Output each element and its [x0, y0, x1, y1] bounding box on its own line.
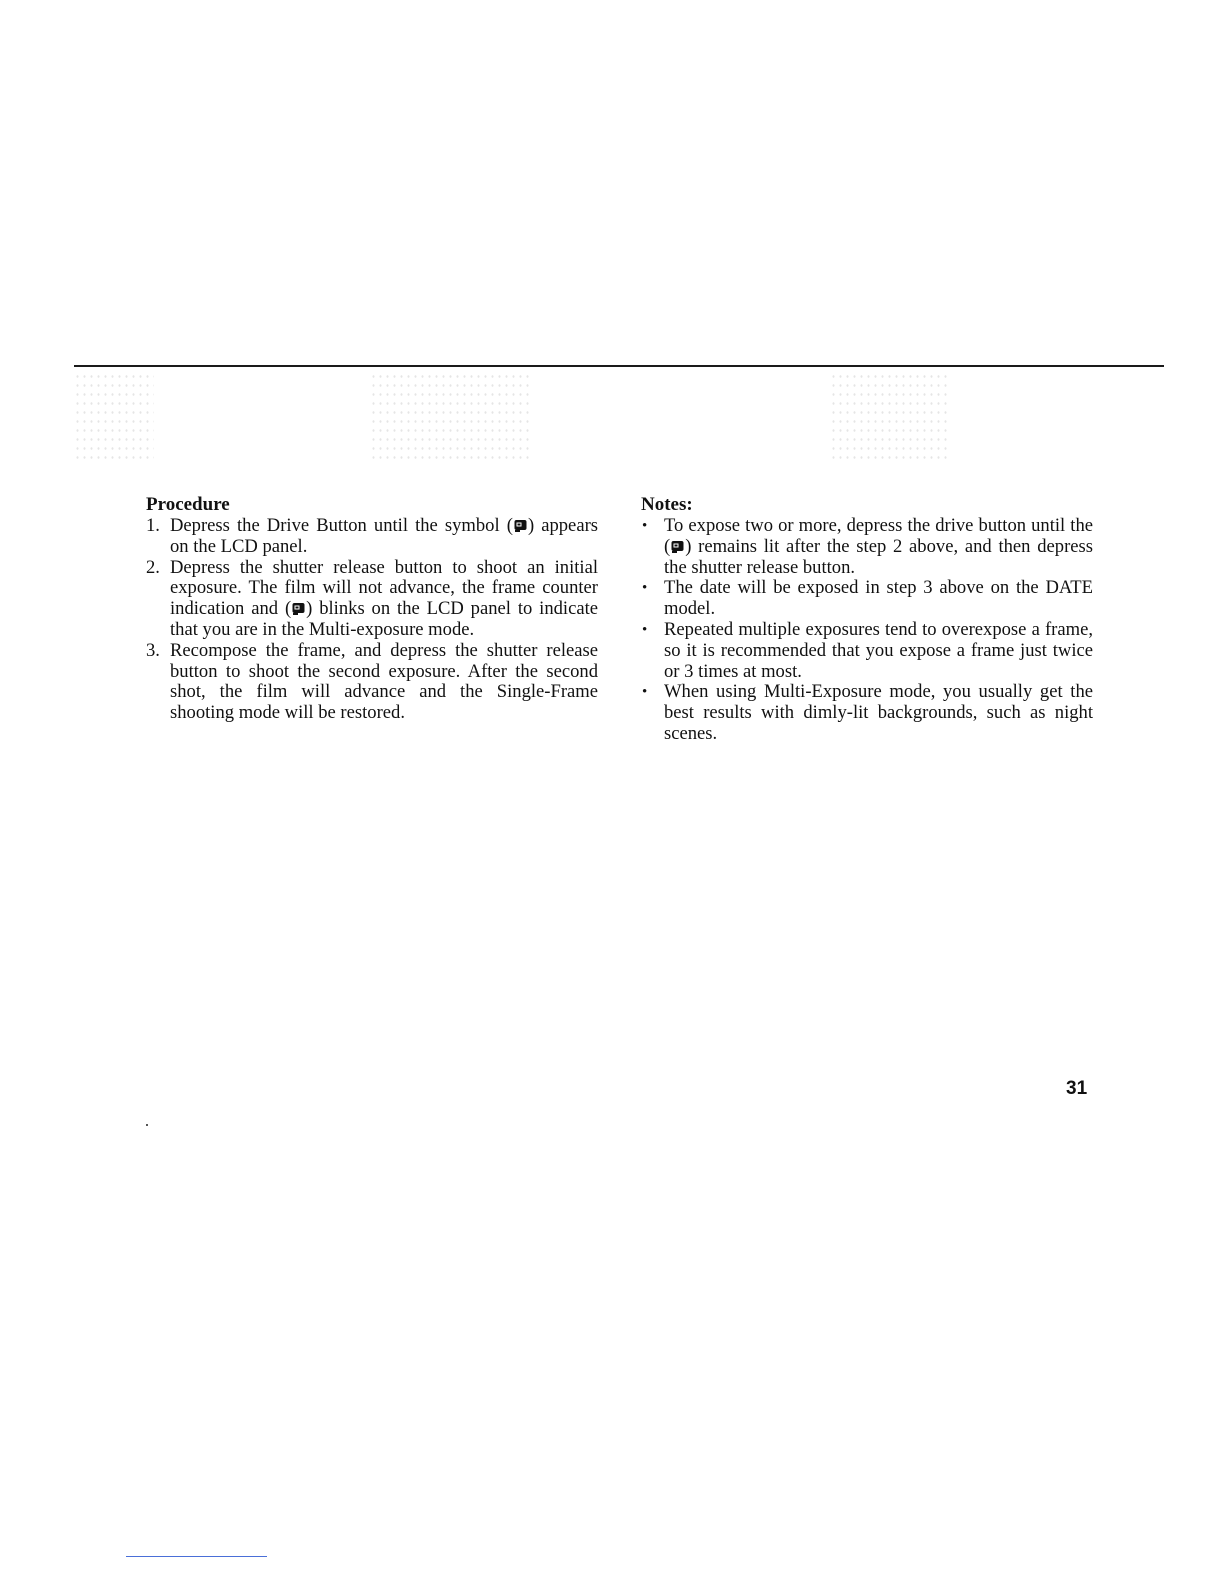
procedure-step-1: [146, 516, 598, 558]
step-text-part: ) blinks on the LCD panel to indicate that you are in the Multi-exposure mode.: [170, 598, 599, 640]
bullet: •: [642, 621, 648, 638]
notes-section: [641, 494, 1093, 745]
page-number: 31: [1066, 1078, 1088, 1099]
note-text: Repeated multiple exposures tend to overexpose a frame, so it is recommended that you expose a frame just twice or 3 times at most.: [664, 618, 1093, 682]
step-number: 1.: [146, 515, 160, 536]
note-text: When using Multi-Exposure mode, you usually get the best results with dimly-lit backgrounds, such as night scenes.: [664, 681, 1093, 744]
multi-exposure-icon: [514, 519, 527, 532]
procedure-steps: [146, 516, 598, 724]
procedure-step-3: [146, 641, 598, 724]
note-item-4: [641, 682, 1093, 744]
note-text-part: To expose two or more, depress the drive button until the (: [664, 515, 1093, 557]
multi-exposure-icon: [671, 540, 684, 553]
note-item-3: [641, 620, 1093, 682]
note-text: The date will be exposed in step 3 above on the DATE model.: [664, 577, 1093, 620]
header-rule: [74, 365, 1164, 367]
bullet: •: [642, 684, 648, 701]
scan-speck: [146, 1124, 148, 1126]
step-text-part: Depress the shutter release button to shoot an initial exposure. The film will not advance, the frame counter indication and (: [170, 556, 598, 620]
note-item-2: [641, 578, 1093, 620]
notes-list: [641, 516, 1093, 745]
procedure-heading: Procedure: [146, 494, 230, 515]
bullet: •: [642, 580, 648, 597]
note-item-1: [641, 516, 1093, 578]
step-text-part: Depress the Drive Button until the symbol (: [170, 515, 513, 536]
multi-exposure-icon: [292, 602, 305, 615]
scan-noise-left: [74, 372, 154, 462]
step-text-part: ) appears on the LCD panel.: [170, 515, 598, 557]
procedure-step-2: [146, 558, 598, 641]
bullet: •: [642, 518, 648, 534]
scan-noise-right: [830, 372, 950, 462]
step-number: 3.: [146, 639, 160, 661]
scan-noise-middle: [370, 372, 530, 462]
bottom-line: [126, 1556, 267, 1557]
step-text: Recompose the frame, and depress the shutter release button to shoot the second exposure. After the second shot, the film will advance and the Single-Frame shooting mode will be restored.: [170, 639, 598, 724]
note-text-part: ) remains lit after the step 2 above, and then depress the shutter release button.: [664, 535, 1093, 578]
procedure-section: [146, 494, 598, 724]
notes-heading: Notes:: [641, 494, 693, 515]
step-number: 2.: [146, 556, 160, 578]
